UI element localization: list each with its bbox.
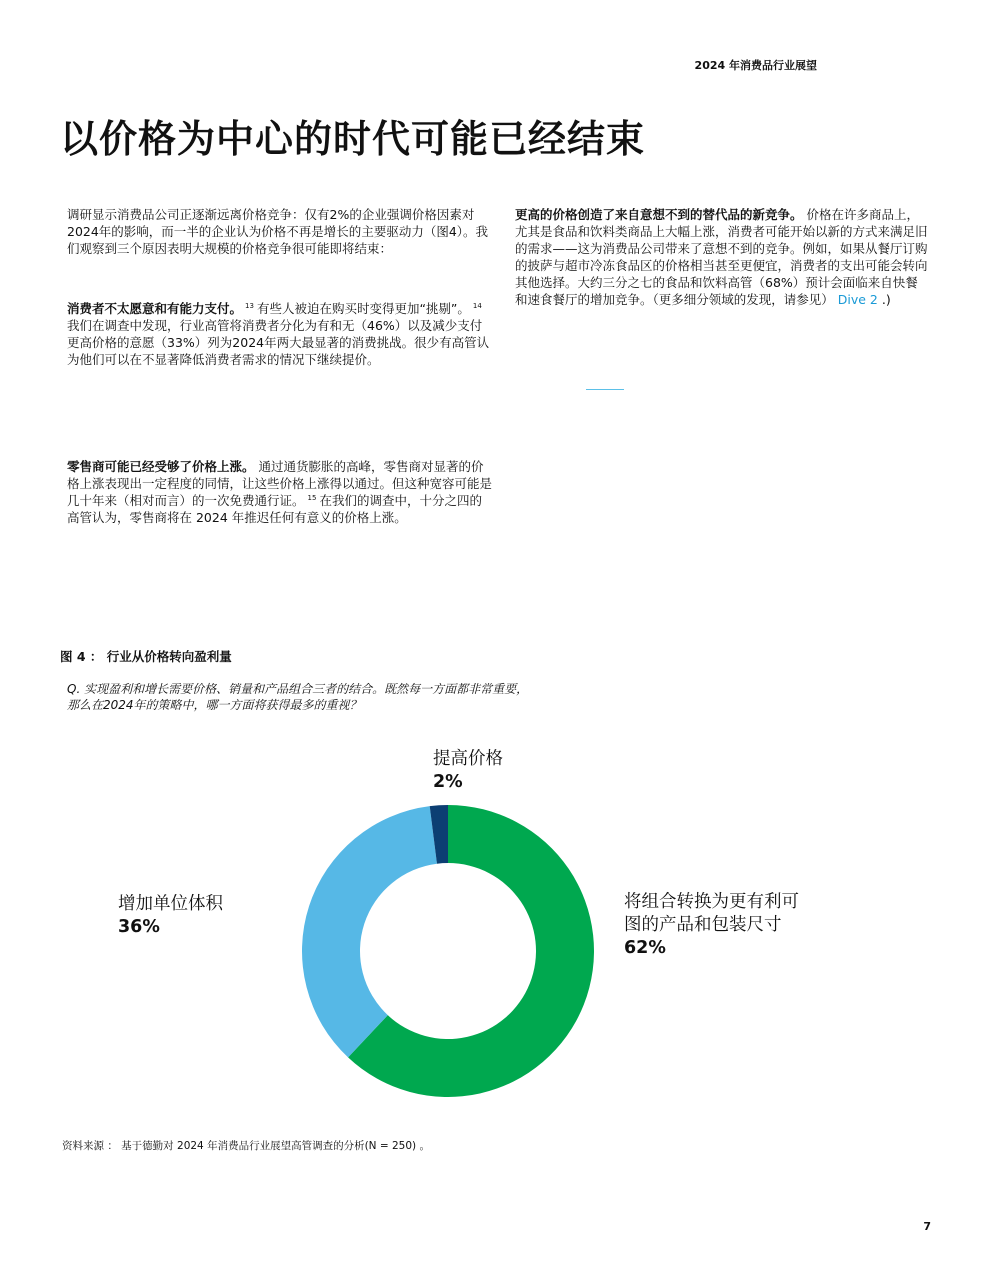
consumers-text-2: 我们在调查中发现，行业高管将消费者分化为有和无（46%）以及减少支付更高价格的意愿（33%）列为2024年两大最显著的消费挑战。很少有高管认为他们可以在不显著降低消费者需求的情况下继续提价。 [67, 318, 490, 367]
source-note: 资料来源 ： 基于德勤对 2024 年消费品行业展望高管调查的分析(N = 250) 。 [62, 1140, 430, 1152]
report-header: 2024 年消费品行业展望 [694, 59, 817, 72]
substitutes-lead: 更高的价格创造了来自意想不到的替代品的新竞争。 [515, 207, 803, 222]
label-raise-price-name: 提高价格 [433, 749, 503, 769]
retailers-lead: 零售商可能已经受够了价格上涨。 [67, 459, 255, 474]
page-title: 以价格为中心的时代可能已经结束 [60, 117, 646, 161]
page-number: 7 [923, 1220, 931, 1233]
retailers-text-1: 通过通货膨胀的高峰，零售商对显著的价格上涨表现出一定程度的同情，让这些价格上涨得以通过。但这种宽容可能是几十年来（相对而言）的一次免费通行证。 [67, 459, 493, 508]
donut-chart [302, 805, 594, 1097]
label-product-mix-value: 62% [624, 938, 666, 958]
divider-line [586, 389, 624, 390]
substitutes-tail: .) [881, 292, 891, 307]
consumers-text-1: 有些人被迫在购买时变得更加“挑剔”。 [256, 301, 470, 316]
label-raise-price [433, 748, 503, 794]
label-unit-volume-name: 增加单位体积 [118, 894, 223, 914]
dive-2-link[interactable]: Dive 2 [837, 292, 878, 307]
intro-text: 调研显示消费品公司正逐渐远离价格竞争：仅有2%的企业强调价格因素对2024年的影响，而一半的企业认为价格不再是增长的主要驱动力（图4）。我们观察到三个原因表明大规模的价格竞争很可能即将结束： [67, 207, 489, 256]
consumers-paragraph [67, 300, 492, 368]
intro-paragraph [67, 206, 492, 257]
footnote-ref-15[interactable]: 15 [307, 493, 317, 502]
retailers-paragraph [67, 458, 492, 526]
consumers-lead: 消费者不太愿意和有能力支付。 [67, 301, 243, 316]
label-product-mix-name: 将组合转换为更有利可图的产品和包装尺寸 [624, 892, 799, 935]
donut-slice-1 [302, 806, 437, 1057]
label-unit-volume-value: 36% [118, 917, 160, 937]
survey-question: Q. 实现盈利和增长需要价格、销量和产品组合三者的结合。既然每一方面都非常重要，那么在2024年的策略中，哪一方面将获得最多的重视？ [67, 682, 529, 712]
label-unit-volume [118, 893, 223, 939]
substitutes-paragraph [515, 206, 928, 308]
label-raise-price-value: 2% [433, 772, 463, 792]
figure-title: 图 4 ： 行业从价格转向盈利量 [60, 649, 232, 664]
footnote-ref-14[interactable]: 14 [472, 301, 482, 310]
retailers-text-2: 在我们的调查中，十分之四的高管认为，零售商将在 2024 年推迟任何有意义的价格上涨。 [67, 493, 482, 525]
footnote-ref-13[interactable]: 13 [245, 301, 254, 310]
substitutes-text: 价格在许多商品上，尤其是食品和饮料类商品上大幅上涨，消费者可能开始以新的方式来满足旧的需求——这为消费品公司带来了意想不到的竞争。例如，如果从餐厅订购的披萨与超市冷冻食品区的价格相当甚至更便宜，消费者的支出可能会转向其他选择。大约三分之七的食品和饮料高管（68%）预计会面临来自快餐和速食餐厅的增加竞争。（更多细分领域的发现，请参见） [515, 207, 928, 307]
label-product-mix [624, 891, 799, 960]
